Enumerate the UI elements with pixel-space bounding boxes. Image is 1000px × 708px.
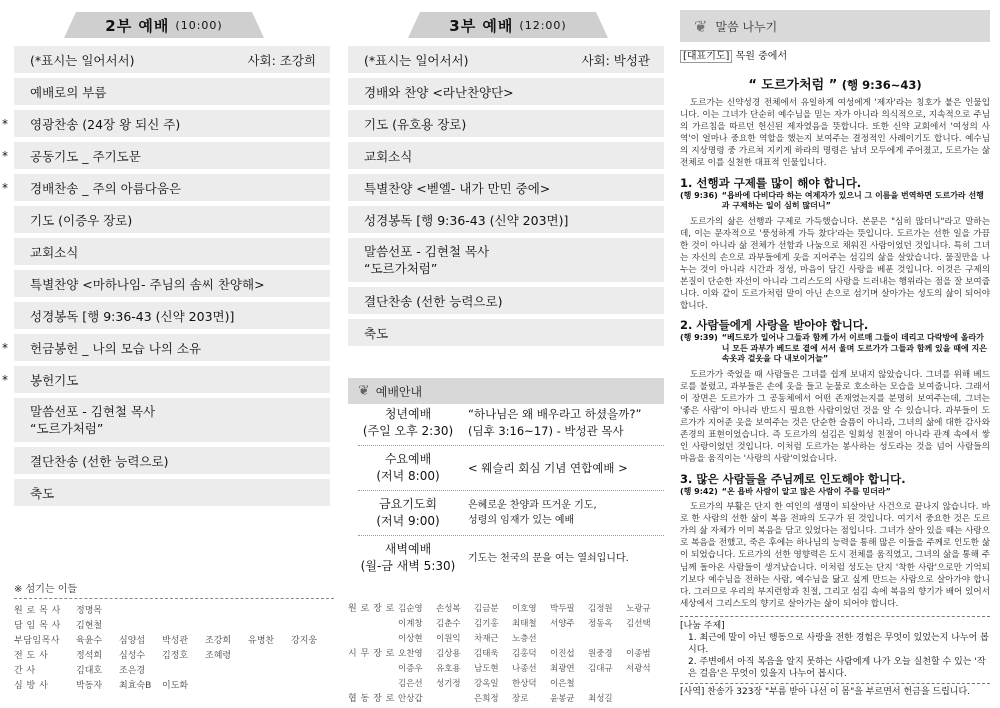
order-item: [348, 206, 664, 233]
staff-name: 강지웅: [291, 636, 318, 646]
discussion-heading: [나눔 주제]: [680, 620, 725, 631]
staff-name: 심성수: [119, 651, 146, 661]
staff-name: 이도화: [162, 681, 189, 691]
elder-row: [348, 645, 664, 660]
elder-name: 이진섭: [550, 648, 575, 659]
order-item-label: 특별찬양 <벧엘- 내가 만민 중에>: [364, 180, 551, 196]
order-item: [2, 334, 330, 361]
sermon-row: [14, 398, 330, 442]
elder-row: [348, 600, 664, 615]
worship-guide: [348, 406, 664, 575]
order-item: [14, 78, 330, 105]
guide-desc: (딤후 3:16~17) - 박성관 목사: [468, 424, 624, 438]
prayer-tag: [대표기도]: [680, 50, 732, 63]
verse-text: “욥바에 다비다라 하는 여제자가 있으니 그 이름을 번역하면 도르가라 선행과 구제하는 일이 심히 많더니”: [721, 190, 984, 211]
order-item-label: 예배로의 부름: [30, 84, 107, 100]
stand-marker: *: [2, 340, 8, 355]
order-item: [348, 78, 664, 105]
staff-name: 조혜령: [205, 651, 232, 661]
order-item: [348, 174, 664, 201]
guide-divider: [358, 445, 664, 446]
staff-name: 김정호: [162, 651, 189, 661]
guide-item: [348, 541, 664, 575]
order-item: [14, 270, 330, 297]
elder-name: 이상현: [398, 633, 423, 644]
order-item-label: 성경봉독 [행 9:36-43 (신약 203면)]: [30, 308, 235, 324]
benediction: 축도: [348, 319, 664, 346]
sermon-title: “도르가처럼”: [364, 261, 438, 276]
section-body: 도르가의 부활은 단지 한 여인의 생명이 되살아난 사건으로 끝나지 않습니다. 바로 한 사람의 선한 삶이 복음 전파의 도구가 된 것입니다. 여기서 중요한 것은 도르가의 삶 자체가 이미 복음을 담고 있었다는 점입니다. 그녀가 살아 있을 때는 사랑으로 복음을 전했고, 죽은 후에는 하나님의 능력을 통해 많은 이들을 주께로 인도한 삶이 되었습니다. 도르가의 선한 영향력은 도시 전체를 움직였고, 그녀의 삶을 통해 주님께 돌아온 사람들이 생겨났습니다. 이처럼 성도는 단지 '착한 사람'으로만 기억되기보다 예수님을 전하는 사람, 예수님을 닮고 싶게 만드는 사람으로 살아가야 합니다. 그러므로 우리의 부지런함과 친절, 그리고 섬김 속에 복음의 향기가 배어 있어서 세상에서 그리스도의 향기로 살아가는 삶이 되어야 합니다.: [680, 502, 990, 609]
verse-ref: (행 9:39): [680, 333, 718, 343]
guide-item: [348, 406, 664, 440]
guide-name: 청년예배: [384, 407, 432, 421]
guide-name: 수요예배: [384, 452, 432, 466]
closing-text: 찬송가 323장 "부름 받아 나선 이 몸"을 부르면서 헌금을 드립니다.: [707, 686, 971, 697]
section-body: 도르가의 삶은 선행과 구제로 가득했습니다. 본문은 "심히 많더니"라고 말하는데, 이는 문자적으로 '풍성하게 가득 찼다'라는 뜻입니다. 도르가는 선한 일을 가끔 한 것이 아니라 삶 전체가 선함과 나눔으로 채워진 사람이었던 것입니다. 특히 그녀는 자신의 손으로 과부들에게 옷을 지어주는 섬김의 삶을 살았습니다. 물질만을 나누는 것이 아니라 시간과 정성, 마음이 담긴 사랑을 베푼 것입니다. 이것은 구제의 본질이 단순한 자선이 아니라 그리스도의 사랑을 드러내는 행위라는 점을 잘 보여줍니다. 이와 같이 도르가처럼 말이 아닌 손으로 섬기며 살아가는 성도의 삶이 되어야 합니다.: [680, 216, 990, 312]
elder-name: 김순영: [398, 603, 423, 614]
staff-name: 박동자: [76, 681, 103, 691]
elder-name: 김태욱: [474, 648, 499, 659]
leaf-icon: ❦: [694, 16, 708, 36]
staff-name: 육윤수: [76, 636, 103, 646]
staff-row: [14, 677, 334, 692]
elder-role: 원 로 장 로: [348, 604, 395, 614]
closing-tag: [사역]: [680, 686, 705, 697]
elder-name: 최성길: [588, 693, 613, 704]
guide-divider: [358, 490, 664, 491]
elder-name: 김은선: [398, 678, 423, 689]
order-item: [2, 142, 330, 169]
staff-name: 김현철: [76, 621, 103, 631]
elder-name: 최태철: [512, 618, 537, 629]
elder-row: [348, 615, 664, 630]
section-heading: 2. 사람들에게 사랑을 받아야 합니다.: [680, 318, 869, 333]
order-item-label: 특별찬양 <마하나임- 주님의 솜씨 찬양해>: [30, 276, 265, 292]
sermon-preacher: 말씀선포 - 김현철 목사: [30, 404, 156, 419]
elder-name: 이계창: [398, 618, 423, 629]
staff-list: [14, 580, 334, 692]
sermon-notes: [680, 10, 990, 698]
verse-text: “베드로가 일어나 그들과 함께 가서 이르매 그들이 데리고 다락방에 올라가니 모든 과부가 베드로 곁에 서서 울며 도르가가 그들과 함께 있을 때에 지은 속옷과 겉옷을 다 내보이거늘”: [721, 333, 987, 364]
sermon-title: “도르가처럼”: [30, 421, 104, 436]
staff-row: [14, 617, 334, 632]
verse-ref: (행 9:36): [680, 190, 718, 200]
staff-role: 담 임 목 사: [14, 621, 61, 631]
order-item: [14, 302, 330, 329]
staff-row: [14, 602, 334, 617]
sermon-intro: 도르가는 신약성경 전체에서 유일하게 여성에게 '제자'라는 칭호가 붙은 인물입니다. 이는 그녀가 단순히 예수님을 믿는 자가 아니라 의식적으로, 지속적으로 주님의 가르침을 따르던 헌신된 제자였음을 뜻합니다. 또한 신약 교회에서 '여성의 사역'이 얼마나 중요한 역할을 했는지 보여주는 결정적인 사례이기도 합니다. 예수님의 지상명령 중 가르쳐 지키게 하라의 명령은 남녀 모두에게 주어졌고, 도르가는 삶 전체로 이를 실천한 대표적 인물입니다.: [680, 98, 990, 169]
service2-header: [64, 12, 264, 38]
stand-marker: *: [2, 148, 8, 163]
guide-desc-block: [468, 498, 664, 528]
guide-name-block: [348, 541, 468, 575]
stand-marker: *: [2, 372, 8, 387]
service2-order: [2, 12, 330, 506]
service3-title: 3부 예배: [449, 16, 514, 35]
order-item: [348, 142, 664, 169]
stand-note: (*표시는 일어서서): [30, 52, 135, 68]
staff-name: 박성관: [162, 636, 189, 646]
guide-desc-block: [468, 406, 664, 440]
stand-marker: *: [2, 116, 8, 131]
order-item-label: 교회소식: [30, 244, 79, 260]
staff-role: 원 로 목 사: [14, 606, 61, 616]
elder-name: 장로: [512, 693, 529, 704]
elder-role: 시 무 장 로: [348, 649, 395, 659]
guide-desc: “하나님은 왜 배우라고 하셨을까?”: [468, 407, 642, 421]
guide-time: (주일 오후 2:30): [362, 424, 454, 438]
closing-hymn: 결단찬송 (선한 능력으로): [14, 447, 330, 474]
guide-header: [348, 378, 664, 404]
section-verse: [680, 333, 990, 365]
elder-name: 손성복: [436, 603, 461, 614]
section-heading: 1. 선행과 구제를 많이 해야 합니다.: [680, 175, 862, 190]
guide-time: (저녁 8:00): [376, 469, 440, 483]
order-item: [14, 206, 330, 233]
elder-name: 차재근: [474, 633, 499, 644]
staff-title: ※ 섬기는 이들: [14, 580, 334, 599]
service2-time: (10:00): [175, 18, 223, 32]
elder-name: 김기홍: [474, 618, 499, 629]
elder-name: 은희정: [474, 693, 499, 704]
order-item-label: 기도 (이증우 장로): [30, 212, 133, 228]
closing-hymn: 결단찬송 (선한 능력으로): [348, 287, 664, 314]
service3-meta: [348, 46, 664, 73]
staff-name: 최효숙B: [119, 681, 152, 691]
section-verse: [680, 487, 990, 498]
staff-name: 정명목: [76, 606, 103, 616]
elder-name: 김상용: [436, 648, 461, 659]
staff-row: [14, 662, 334, 677]
service2-meta: [14, 46, 330, 73]
guide-desc: < 웨슬리 회심 기념 연합예배 >: [468, 460, 628, 475]
guide-time: (저녁 9:00): [376, 514, 440, 528]
order-item-label: 경배찬송 _ 주의 아름다움은: [30, 180, 181, 196]
elder-name: 성기정: [436, 678, 461, 689]
service3-order: [348, 12, 664, 346]
elder-name: 유호용: [436, 663, 461, 674]
elder-name: 서양주: [550, 618, 575, 629]
staff-role: 간 사: [14, 666, 36, 676]
order-item-label: 헌금봉헌 _ 나의 모습 나의 소유: [30, 340, 202, 356]
order-item: [14, 238, 330, 265]
elder-name: 김선택: [626, 618, 651, 629]
staff-role: 심 방 사: [14, 681, 49, 691]
elder-name: 안상갑: [398, 693, 423, 704]
sermon-title: [680, 74, 990, 93]
discussion: [680, 616, 990, 698]
order-item: [2, 110, 330, 137]
sermon-preacher: 말씀선포 - 김현철 목사: [364, 244, 490, 259]
elder-name: 이종범: [626, 648, 651, 659]
sermon-title-text: “ 도르가처럼 ”: [748, 78, 838, 93]
elder-name: 남도현: [474, 663, 499, 674]
elder-name: 한상덕: [512, 678, 537, 689]
elder-name: 노층선: [512, 633, 537, 644]
guide-name: 금요기도회: [379, 497, 437, 511]
elder-name: 김대규: [588, 663, 613, 674]
elder-name: 이원익: [436, 633, 461, 644]
order-item-label: 봉헌기도: [30, 372, 79, 388]
elder-row: [348, 660, 664, 675]
elder-row: [348, 690, 664, 705]
elder-name: 정동옥: [588, 618, 613, 629]
guide-name-block: [348, 451, 468, 485]
order-item: [2, 366, 330, 393]
staff-role: 부담임목사: [14, 636, 60, 646]
staff-role: 전 도 사: [14, 651, 49, 661]
order-item-label: 영광찬송 (24장 왕 되신 주): [30, 116, 181, 132]
elder-name: 원중경: [588, 648, 613, 659]
staff-name: 김대호: [76, 666, 103, 676]
elders-list: [348, 600, 664, 705]
guide-desc: 은혜로운 찬양과 뜨거운 기도,: [468, 500, 597, 511]
order-item-label: 기도 (유호용 장로): [364, 116, 467, 132]
guide-item: [348, 451, 664, 485]
elder-name: 김금분: [474, 603, 499, 614]
elder-name: 김정원: [588, 603, 613, 614]
elder-name: 강옥일: [474, 678, 499, 689]
staff-row: [14, 632, 334, 647]
order-item: [348, 110, 664, 137]
sermon-notes-header: [680, 10, 990, 42]
staff-name: 정석희: [76, 651, 103, 661]
elder-name: 박두필: [550, 603, 575, 614]
guide-desc-block: [468, 460, 664, 477]
elder-name: 오찬영: [398, 648, 423, 659]
verse-ref: (행 9:42): [680, 486, 718, 496]
order-item: [2, 174, 330, 201]
stand-marker: *: [2, 180, 8, 195]
elder-name: 노광규: [626, 603, 651, 614]
elder-name: 이증우: [398, 663, 423, 674]
section-heading: 3. 많은 사람들을 주님께로 인도해야 합니다.: [680, 471, 906, 486]
guide-divider: [358, 535, 664, 536]
staff-name: 유병찬: [248, 636, 275, 646]
order-item-label: 공동기도 _ 주기도문: [30, 148, 141, 164]
elder-name: 나종선: [512, 663, 537, 674]
section-body: 도르가가 죽었을 때 사람들은 그녀를 쉽게 보내지 않았습니다. 그녀를 위해 베드로를 불렀고, 과부들은 손에 옷을 들고 눈물로 호소하는 모습을 보여줍니다. 그래서 이 장면은 도르가가 그 공동체에서 어떤 존재였는지를 분명히 보여주는데, 그녀는 '좋은 사람'이 아니라 반드시 필요한 사람이었던 것을 알 수 있습니다. 과부들이 도르가가 지어준 옷을 보여주는 것은 단순한 슬픔이 아니라, 그녀의 삶에 대한 감사와 존경의 표현이었습니다. 즉 도르가의 섬김은 일회성 친절이 아니라 관계 속에서 쌓인 사랑이었던 것입니다. 이처럼 도르가는 봉사하는 성도라는 것을 넘어 사람들의 마음을 움직이는 '사랑의 사람'이었습니다.: [680, 369, 990, 465]
elder-name: 서광석: [626, 663, 651, 674]
guide-desc: 성령의 임재가 있는 예배: [468, 515, 575, 526]
elder-row: [348, 630, 664, 645]
sermon-row: [348, 238, 664, 282]
guide-desc: 기도는 천국의 문을 여는 열쇠입니다.: [468, 552, 629, 564]
elder-name: 이호영: [512, 603, 537, 614]
order-item-label: 경배와 찬양 <라난찬양단>: [364, 84, 514, 100]
benediction: 축도: [14, 479, 330, 506]
guide-item: [348, 496, 664, 530]
service3-time: (12:00): [519, 18, 567, 32]
discussion-item: 2. 주변에서 아직 복음을 알지 못하는 사람에게 나가 오늘 실천할 수 있는 '작은 걸음'은 무엇이 있을지 나누어 봅시다.: [688, 656, 986, 679]
verse-text: “온 욥바 사람이 알고 많은 사람이 주를 믿더라”: [721, 486, 891, 496]
sermon-ref: (행 9:36~43): [841, 78, 922, 92]
host-name: 사회: 조강희: [247, 52, 316, 68]
elder-row: [348, 675, 664, 690]
guide-name-block: [348, 496, 468, 530]
elder-name: 이은철: [550, 678, 575, 689]
elder-name: 윤봉균: [550, 693, 575, 704]
staff-name: 조강희: [205, 636, 232, 646]
closing-note: [680, 683, 990, 698]
service3-header: [408, 12, 608, 38]
service2-title: 2부 예배: [105, 16, 170, 35]
guide-heading: 예배안내: [375, 384, 423, 399]
elder-name: 김춘수: [436, 618, 461, 629]
order-item-label: 성경봉독 [행 9:36-43 (신약 203면)]: [364, 212, 569, 228]
discussion-item: 1. 최근에 말이 아닌 행동으로 사랑을 전한 경험은 무엇이 있었는지 나누어 봅시다.: [688, 632, 989, 655]
guide-desc-block: [468, 551, 664, 566]
prayer-text: 목원 중에서: [735, 51, 788, 62]
host-name: 사회: 박성관: [581, 52, 650, 68]
leaf-icon: ❦: [358, 383, 370, 399]
elder-name: 최광연: [550, 663, 575, 674]
guide-name-block: [348, 406, 468, 440]
staff-name: 조은경: [119, 666, 146, 676]
staff-name: 심양섭: [119, 636, 146, 646]
staff-row: [14, 647, 334, 662]
guide-name: 새벽예배: [384, 542, 432, 556]
prayer-line: [680, 47, 990, 62]
order-item-label: 교회소식: [364, 148, 413, 164]
elder-name: 김홍덕: [512, 648, 537, 659]
sermon-notes-heading: 말씀 나누기: [715, 19, 778, 34]
section-verse: [680, 191, 990, 212]
guide-time: (월-금 새벽 5:30): [360, 559, 456, 573]
elder-role: 협 동 장 로: [348, 694, 395, 704]
stand-note: (*표시는 일어서서): [364, 52, 469, 68]
